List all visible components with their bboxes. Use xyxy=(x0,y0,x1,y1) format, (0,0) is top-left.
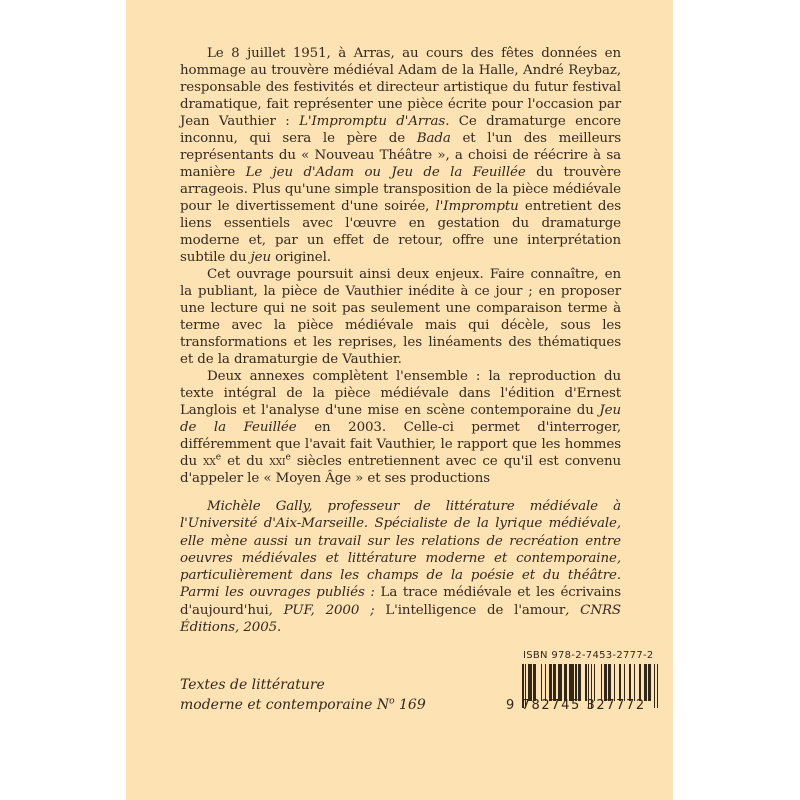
barcode-bar xyxy=(569,664,573,701)
barcode-bar xyxy=(545,664,547,701)
barcode-bar xyxy=(648,664,651,701)
barcode-bar xyxy=(657,664,659,708)
barcode-bar xyxy=(578,664,581,701)
barcode-bar xyxy=(575,664,577,701)
synopsis-block xyxy=(180,45,621,487)
barcode-bar xyxy=(528,664,532,701)
barcode-bar xyxy=(541,664,543,701)
barcode-bar xyxy=(585,664,587,701)
barcode-bar xyxy=(614,664,616,701)
series-line-2: moderne et contemporaine $N^o$ 169 xyxy=(180,695,426,713)
barcode-bar xyxy=(553,664,556,701)
barcode-bar xyxy=(604,664,607,701)
barcode-bar xyxy=(601,664,603,701)
synopsis-paragraph-3: Deux annexes complètent l'ensemble : la reproduction du texte intégral de la pièce médiévale dans l'édition d'Ernest Langlois et l'analyse d'une mise en scène contemporaine du Jeu de la Feuillée en 2003. Celle-ci permet d'interroger, différemment que l'avait fait Vauthier, le rapport que les hommes du $xx^e$ et du xxi$^e$ siècles entretiennent avec ce qu'il est convenu d'appeler le « Moyen Âge » et ses productions xyxy=(180,369,621,486)
barcode-bar xyxy=(654,664,656,708)
barcode-bar xyxy=(644,664,647,701)
barcode xyxy=(506,650,676,720)
isbn-label: ISBN 978-2-7453-2777-2 xyxy=(523,650,654,661)
barcode-bar xyxy=(634,664,636,701)
barcode-bar xyxy=(639,664,641,701)
series-label xyxy=(180,676,426,715)
barcode-bar xyxy=(549,664,552,701)
barcode-digits: 9 782745 327772 xyxy=(506,698,646,713)
synopsis-paragraph-2: Cet ouvrage poursuit ainsi deux enjeux. Faire connaître, en la publiant, la pièce de Vauthier inédite à ce jour ; en proposer une lecture qui ne soit pas seulement une comparaison terme à terme avec la pièce médiévale mais qui décèle, sous les transformations et les reprises, les linéaments des thématiques et de la dramaturgie de Vauthier. xyxy=(180,267,621,367)
barcode-bar xyxy=(594,664,596,701)
author-bio-paragraph: Michèle Gally, professeur de littérature médiévale à l'Université d'Aix-Marseille. Spécialiste de la lyrique médiévale, elle mène aussi un travail sur les relations de recréation entre oeuvres médiévales et littérature moderne et contemporaine, particulièrement dans les champs de la poésie et du théâtre. Parmi les ouvrages publiés : La trace médiévale et les écrivains d'aujourd'hui, PUF, 2000 ; L'intelligence de l'amour, CNRS Éditions, 2005. xyxy=(180,499,621,636)
barcode-bar xyxy=(608,664,611,701)
series-line-1: Textes de littérature xyxy=(180,677,325,693)
barcode-bar xyxy=(629,664,631,701)
author-bio-block xyxy=(180,498,621,636)
barcode-bar xyxy=(558,664,562,701)
book-back-cover xyxy=(126,0,673,800)
barcode-bar xyxy=(564,664,567,701)
synopsis-paragraph-1: Le 8 juillet 1951, à Arras, au cours des fêtes données en hommage au trouvère médiéval Adam de la Halle, André Reybaz, responsable des festivités et directeur artistique du futur festival dramatique, fait représenter une pièce écrite pour l'occasion par Jean Vauthier : L'Impromptu d'Arras. Ce dramaturge encore inconnu, qui sera le père de Bada et l'un des meilleurs représentants du « Nouveau Théâtre », a choisi de réécrire à sa manière Le jeu d'Adam ou Jeu de la Feuillée du trouvère arrageois. Plus qu'une simple transposition de la pièce médiévale pour le divertissement d'une soirée, l'Impromptu entretient des liens essentiels avec l'œuvre en gestation du dramaturge moderne et, par un effet de retour, offre une interprétation subtile du jeu originel. xyxy=(180,46,622,265)
barcode-bar xyxy=(619,664,621,701)
barcode-bar xyxy=(624,664,626,701)
barcode-bar xyxy=(533,664,536,701)
